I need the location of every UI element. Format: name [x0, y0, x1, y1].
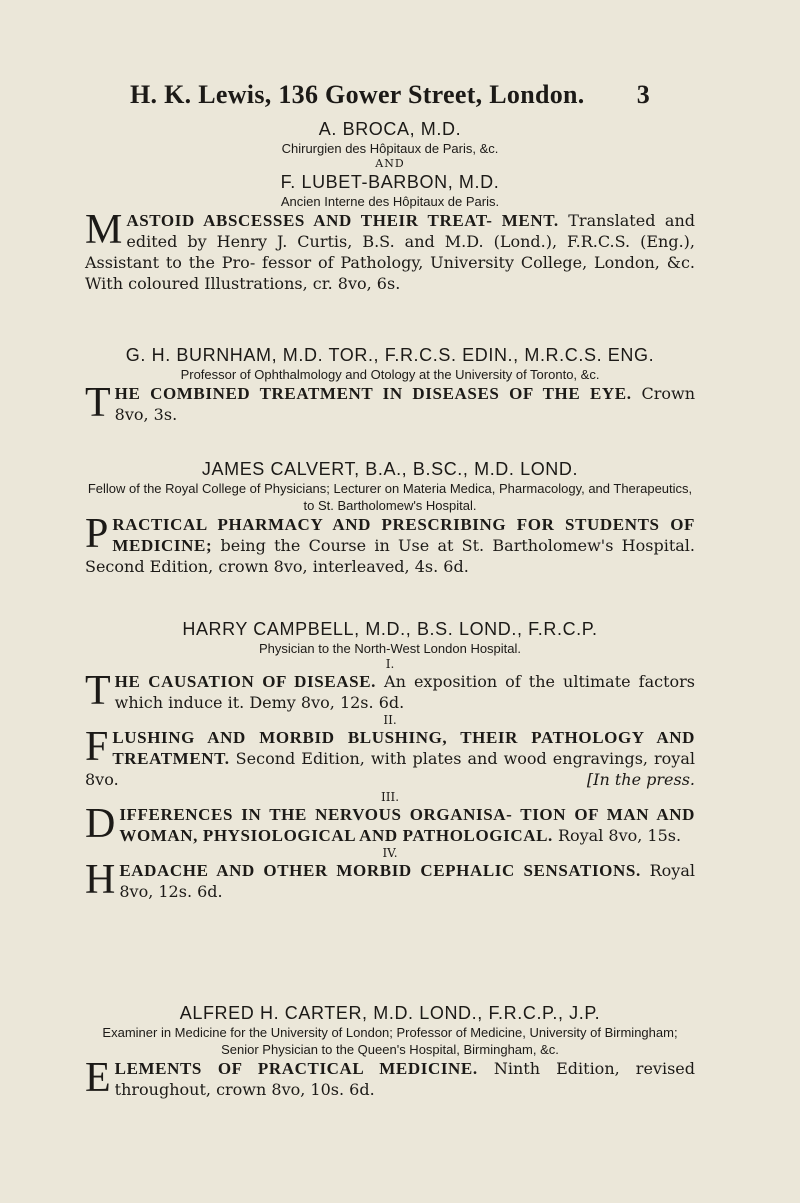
book-title: LEMENTS OF PRACTICAL MEDICINE. [114, 1059, 478, 1078]
entry-broca [85, 118, 695, 294]
page-number: 3 [636, 80, 650, 109]
book-title: HE COMBINED TREATMENT IN DISEASES OF THE EYE. [114, 384, 632, 403]
author-affiliation: Fellow of the Royal College of Physicians; Lecturer on Materia Medica, Pharmacology, and Therapeutics, to St. Bartholomew's Hospital. [87, 481, 693, 513]
drop-capital: M [85, 207, 123, 253]
author-affiliation: Chirurgien des Hôpitaux de Paris, &c. [281, 141, 499, 156]
book-title: EADACHE AND OTHER MORBID CEPHALIC SENSATIONS. [119, 861, 641, 880]
author-name: G. H. BURNHAM, M.D. TOR., F.R.C.S. EDIN., M.R.C.S. ENG. [125, 345, 655, 365]
drop-capital: D [85, 801, 116, 847]
book-description: being the Course in Use at St. Bartholomew's Hospital. Second Edition, crown 8vo, interleaved, 4s. 6d. [85, 536, 695, 576]
and-separator: AND [375, 157, 405, 170]
book-description: An exposition of the ultimate factors which induce it. Demy 8vo, 12s. 6d. [114, 672, 696, 712]
book-entry [85, 380, 696, 426]
book-entry [85, 724, 695, 790]
book-title: ASTOID ABSCESSES AND THEIR TREAT- MENT. [126, 211, 559, 230]
book-description: Royal 8vo, 12s. 6d. [119, 861, 695, 901]
book-entry [85, 511, 695, 577]
book-description: Ninth Edition, revised throughout, crown 8vo, 10s. 6d. [114, 1059, 695, 1099]
entry-campbell [85, 618, 695, 902]
author-name: JAMES CALVERT, B.A., B.SC., M.D. LOND. [201, 459, 579, 479]
book-title: HE CAUSATION OF DISEASE. [114, 672, 376, 691]
header-publisher: H. K. Lewis, 136 Gower Street, London. [130, 80, 585, 109]
book-title: IFFERENCES IN THE NERVOUS ORGANISA- TION OF MAN AND WOMAN, PHYSIOLOGICAL AND PATHOLOGICAL. [119, 805, 695, 845]
book-description: Second Edition, with plates and wood engravings, royal 8vo. [85, 749, 695, 789]
item-numeral: IV. [382, 846, 398, 860]
entry-carter [85, 1002, 695, 1100]
author-affiliation: Physician to the North-West London Hospital. [258, 641, 522, 656]
author-affiliation: Ancien Interne des Hôpitaux de Paris. [280, 194, 500, 209]
author-name: HARRY CAMPBELL, M.D., B.S. LOND., F.R.C.P. [182, 619, 598, 639]
drop-capital: P [85, 511, 109, 557]
drop-capital: H [85, 857, 116, 903]
author-name: ALFRED H. CARTER, M.D. LOND., F.R.C.P., J.P. [179, 1003, 601, 1023]
book-description: Royal 8vo, 15s. [552, 826, 682, 845]
book-description: Translated and edited by Henry J. Curtis, B.S. and M.D. (Lond.), F.R.C.S. (Eng.), Assistant to the Pro- fessor of Pathology, University College, London, &c. With coloured Illustrations, cr. 8vo, 6s. [85, 211, 695, 293]
drop-capital: F [85, 724, 109, 770]
author-affiliation: Examiner in Medicine for the University of London; Professor of Medicine, University of Birmingham; Senior Physician to the Queen's Hospital, Birmingham, &c. [102, 1025, 678, 1057]
book-entry [85, 207, 695, 294]
item-numeral: I. [385, 657, 395, 671]
drop-capital: T [85, 668, 111, 714]
book-entry [85, 857, 695, 903]
entry-burnham [85, 344, 695, 425]
book-entry [85, 801, 695, 847]
item-numeral: III. [380, 790, 400, 804]
entry-calvert [85, 458, 695, 577]
author-name: F. LUBET-BARBON, M.D. [280, 172, 500, 192]
book-description: Crown 8vo, 3s. [114, 384, 696, 424]
book-title: LUSHING AND MORBID BLUSHING, THEIR PATHOLOGY AND TREATMENT. [112, 728, 695, 768]
author-name: A. BROCA, M.D. [318, 119, 462, 139]
press-note: [In the press. [586, 770, 695, 789]
drop-capital: T [85, 380, 111, 426]
book-title: RACTICAL PHARMACY AND PRESCRIBING FOR STUDENTS OF MEDICINE; [112, 515, 695, 555]
book-entry [85, 1055, 695, 1101]
item-numeral: II. [383, 713, 397, 727]
running-header [130, 80, 650, 110]
book-entry [85, 668, 696, 714]
drop-capital: E [85, 1055, 111, 1101]
author-affiliation: Professor of Ophthalmology and Otology at the University of Toronto, &c. [180, 367, 600, 382]
